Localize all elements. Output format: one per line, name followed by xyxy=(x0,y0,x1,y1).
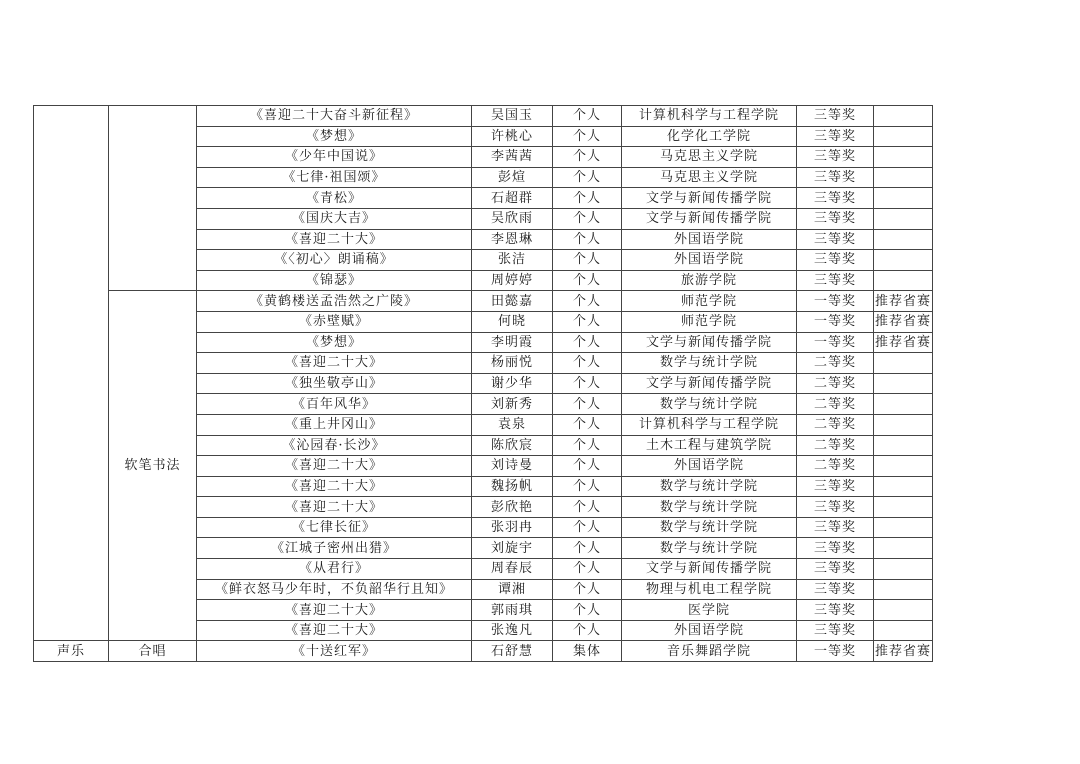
work-title-cell: 《梦想》 xyxy=(197,126,472,147)
note-cell xyxy=(874,106,933,127)
author-cell: 吴欣雨 xyxy=(472,208,553,229)
note-cell: 推荐省赛 xyxy=(874,311,933,332)
college-cell: 数学与统计学院 xyxy=(622,353,797,374)
work-title-cell: 《喜迎二十大》 xyxy=(197,456,472,477)
table-row xyxy=(34,291,933,312)
award-cell: 二等奖 xyxy=(797,456,874,477)
award-cell: 三等奖 xyxy=(797,188,874,209)
table-row xyxy=(34,641,933,662)
entry-type-cell: 个人 xyxy=(553,394,622,415)
award-cell: 三等奖 xyxy=(797,167,874,188)
note-cell xyxy=(874,188,933,209)
work-title-cell: 《七律·祖国颂》 xyxy=(197,167,472,188)
entry-type-cell: 个人 xyxy=(553,517,622,538)
award-cell: 二等奖 xyxy=(797,373,874,394)
award-cell: 三等奖 xyxy=(797,600,874,621)
award-cell: 一等奖 xyxy=(797,311,874,332)
note-cell xyxy=(874,414,933,435)
college-cell: 师范学院 xyxy=(622,291,797,312)
entry-type-cell: 个人 xyxy=(553,538,622,559)
work-title-cell: 《青松》 xyxy=(197,188,472,209)
author-cell: 谢少华 xyxy=(472,373,553,394)
entry-type-cell: 集体 xyxy=(553,641,622,662)
college-cell: 计算机科学与工程学院 xyxy=(622,106,797,127)
work-title-cell: 《喜迎二十大》 xyxy=(197,229,472,250)
entry-type-cell: 个人 xyxy=(553,291,622,312)
work-title-cell: 《赤壁赋》 xyxy=(197,311,472,332)
author-cell: 陈欣宸 xyxy=(472,435,553,456)
author-cell: 张逸凡 xyxy=(472,620,553,641)
note-cell xyxy=(874,620,933,641)
award-cell: 一等奖 xyxy=(797,291,874,312)
award-cell: 三等奖 xyxy=(797,579,874,600)
author-cell: 刘新秀 xyxy=(472,394,553,415)
college-cell: 旅游学院 xyxy=(622,270,797,291)
college-cell: 计算机科学与工程学院 xyxy=(622,414,797,435)
subcategory-cell: 软笔书法 xyxy=(109,291,197,641)
note-cell xyxy=(874,517,933,538)
award-cell: 三等奖 xyxy=(797,270,874,291)
author-cell: 郭雨琪 xyxy=(472,600,553,621)
author-cell: 吴国玉 xyxy=(472,106,553,127)
entry-type-cell: 个人 xyxy=(553,600,622,621)
note-cell xyxy=(874,435,933,456)
college-cell: 土木工程与建筑学院 xyxy=(622,435,797,456)
subcategory-cell xyxy=(109,106,197,291)
author-cell: 石舒慧 xyxy=(472,641,553,662)
entry-type-cell: 个人 xyxy=(553,311,622,332)
author-cell: 何晓 xyxy=(472,311,553,332)
entry-type-cell: 个人 xyxy=(553,353,622,374)
work-title-cell: 《百年风华》 xyxy=(197,394,472,415)
work-title-cell: 《沁园春·长沙》 xyxy=(197,435,472,456)
work-title-cell: 《喜迎二十大》 xyxy=(197,476,472,497)
college-cell: 文学与新闻传播学院 xyxy=(622,188,797,209)
award-cell: 二等奖 xyxy=(797,414,874,435)
note-cell xyxy=(874,250,933,271)
college-cell: 医学院 xyxy=(622,600,797,621)
note-cell xyxy=(874,229,933,250)
college-cell: 数学与统计学院 xyxy=(622,517,797,538)
entry-type-cell: 个人 xyxy=(553,106,622,127)
college-cell: 外国语学院 xyxy=(622,229,797,250)
work-title-cell: 《〈初心〉朗诵稿》 xyxy=(197,250,472,271)
college-cell: 师范学院 xyxy=(622,311,797,332)
note-cell: 推荐省赛 xyxy=(874,291,933,312)
work-title-cell: 《七律长征》 xyxy=(197,517,472,538)
work-title-cell: 《十送红军》 xyxy=(197,641,472,662)
work-title-cell: 《从君行》 xyxy=(197,559,472,580)
entry-type-cell: 个人 xyxy=(553,476,622,497)
award-cell: 三等奖 xyxy=(797,476,874,497)
author-cell: 彭欣艳 xyxy=(472,497,553,518)
college-cell: 数学与统计学院 xyxy=(622,394,797,415)
note-cell xyxy=(874,497,933,518)
author-cell: 张羽冉 xyxy=(472,517,553,538)
entry-type-cell: 个人 xyxy=(553,620,622,641)
author-cell: 谭湘 xyxy=(472,579,553,600)
note-cell xyxy=(874,394,933,415)
college-cell: 物理与机电工程学院 xyxy=(622,579,797,600)
award-cell: 二等奖 xyxy=(797,353,874,374)
author-cell: 周婷婷 xyxy=(472,270,553,291)
college-cell: 外国语学院 xyxy=(622,456,797,477)
award-cell: 三等奖 xyxy=(797,620,874,641)
author-cell: 许桃心 xyxy=(472,126,553,147)
award-cell: 二等奖 xyxy=(797,394,874,415)
note-cell xyxy=(874,126,933,147)
note-cell xyxy=(874,538,933,559)
work-title-cell: 《喜迎二十大》 xyxy=(197,497,472,518)
author-cell: 袁泉 xyxy=(472,414,553,435)
work-title-cell: 《江城子密州出猎》 xyxy=(197,538,472,559)
author-cell: 石超群 xyxy=(472,188,553,209)
author-cell: 刘诗曼 xyxy=(472,456,553,477)
note-cell xyxy=(874,270,933,291)
award-cell: 一等奖 xyxy=(797,332,874,353)
award-cell: 三等奖 xyxy=(797,538,874,559)
entry-type-cell: 个人 xyxy=(553,579,622,600)
college-cell: 外国语学院 xyxy=(622,620,797,641)
work-title-cell: 《喜迎二十大》 xyxy=(197,353,472,374)
college-cell: 数学与统计学院 xyxy=(622,497,797,518)
note-cell xyxy=(874,456,933,477)
college-cell: 外国语学院 xyxy=(622,250,797,271)
note-cell: 推荐省赛 xyxy=(874,641,933,662)
note-cell xyxy=(874,600,933,621)
award-cell: 三等奖 xyxy=(797,517,874,538)
author-cell: 魏扬帆 xyxy=(472,476,553,497)
entry-type-cell: 个人 xyxy=(553,250,622,271)
work-title-cell: 《锦瑟》 xyxy=(197,270,472,291)
note-cell xyxy=(874,353,933,374)
note-cell xyxy=(874,476,933,497)
college-cell: 马克思主义学院 xyxy=(622,147,797,168)
college-cell: 化学化工学院 xyxy=(622,126,797,147)
entry-type-cell: 个人 xyxy=(553,270,622,291)
award-cell: 二等奖 xyxy=(797,435,874,456)
note-cell xyxy=(874,147,933,168)
college-cell: 数学与统计学院 xyxy=(622,538,797,559)
award-cell: 三等奖 xyxy=(797,250,874,271)
award-cell: 三等奖 xyxy=(797,208,874,229)
author-cell: 杨丽悦 xyxy=(472,353,553,374)
entry-type-cell: 个人 xyxy=(553,435,622,456)
award-cell: 三等奖 xyxy=(797,147,874,168)
college-cell: 数学与统计学院 xyxy=(622,476,797,497)
entry-type-cell: 个人 xyxy=(553,414,622,435)
work-title-cell: 《黄鹤楼送孟浩然之广陵》 xyxy=(197,291,472,312)
subcategory-cell: 合唱 xyxy=(109,641,197,662)
note-cell xyxy=(874,559,933,580)
entry-type-cell: 个人 xyxy=(553,373,622,394)
college-cell: 文学与新闻传播学院 xyxy=(622,373,797,394)
work-title-cell: 《少年中国说》 xyxy=(197,147,472,168)
author-cell: 周春辰 xyxy=(472,559,553,580)
college-cell: 文学与新闻传播学院 xyxy=(622,559,797,580)
note-cell: 推荐省赛 xyxy=(874,332,933,353)
work-title-cell: 《喜迎二十大》 xyxy=(197,600,472,621)
category-cell: 声乐 xyxy=(34,641,109,662)
entry-type-cell: 个人 xyxy=(553,229,622,250)
work-title-cell: 《鲜衣怒马少年时，不负韶华行且知》 xyxy=(197,579,472,600)
entry-type-cell: 个人 xyxy=(553,456,622,477)
awards-table xyxy=(33,105,933,662)
award-cell: 三等奖 xyxy=(797,559,874,580)
entry-type-cell: 个人 xyxy=(553,167,622,188)
work-title-cell: 《独坐敬亭山》 xyxy=(197,373,472,394)
award-cell: 三等奖 xyxy=(797,126,874,147)
author-cell: 彭煊 xyxy=(472,167,553,188)
author-cell: 田懿嘉 xyxy=(472,291,553,312)
author-cell: 李茜茜 xyxy=(472,147,553,168)
award-cell: 三等奖 xyxy=(797,229,874,250)
work-title-cell: 《国庆大吉》 xyxy=(197,208,472,229)
table-row xyxy=(34,106,933,127)
entry-type-cell: 个人 xyxy=(553,188,622,209)
work-title-cell: 《喜迎二十大奋斗新征程》 xyxy=(197,106,472,127)
note-cell xyxy=(874,579,933,600)
entry-type-cell: 个人 xyxy=(553,147,622,168)
note-cell xyxy=(874,208,933,229)
award-cell: 三等奖 xyxy=(797,497,874,518)
college-cell: 马克思主义学院 xyxy=(622,167,797,188)
entry-type-cell: 个人 xyxy=(553,559,622,580)
award-cell: 三等奖 xyxy=(797,106,874,127)
college-cell: 音乐舞蹈学院 xyxy=(622,641,797,662)
work-title-cell: 《喜迎二十大》 xyxy=(197,620,472,641)
work-title-cell: 《梦想》 xyxy=(197,332,472,353)
note-cell xyxy=(874,167,933,188)
category-cell xyxy=(34,106,109,641)
author-cell: 李明霞 xyxy=(472,332,553,353)
entry-type-cell: 个人 xyxy=(553,126,622,147)
entry-type-cell: 个人 xyxy=(553,332,622,353)
entry-type-cell: 个人 xyxy=(553,497,622,518)
note-cell xyxy=(874,373,933,394)
author-cell: 张洁 xyxy=(472,250,553,271)
award-cell: 一等奖 xyxy=(797,641,874,662)
college-cell: 文学与新闻传播学院 xyxy=(622,208,797,229)
author-cell: 刘旋宇 xyxy=(472,538,553,559)
work-title-cell: 《重上井冈山》 xyxy=(197,414,472,435)
entry-type-cell: 个人 xyxy=(553,208,622,229)
author-cell: 李恩琳 xyxy=(472,229,553,250)
college-cell: 文学与新闻传播学院 xyxy=(622,332,797,353)
